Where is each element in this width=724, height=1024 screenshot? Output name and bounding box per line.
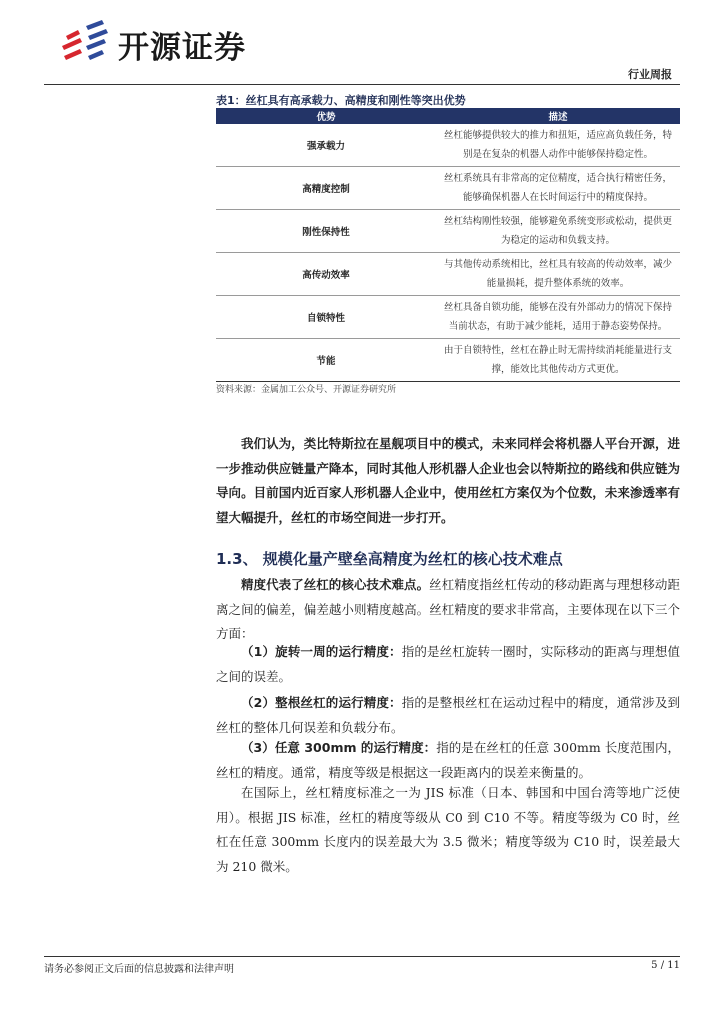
advantage-cell: 自锁特性 xyxy=(216,296,436,339)
column-header-description: 描述 xyxy=(548,112,568,123)
intro-lead: 精度代表了丝杠的核心技术难点。 xyxy=(241,577,430,592)
table-row xyxy=(216,210,680,253)
page-number: 5 / 11 xyxy=(651,960,680,971)
description-cell: 丝杠具备自锁功能，能够在没有外部动力的情况下保持当前状态，有助于减少能耗，适用于静态姿势保持。 xyxy=(436,296,680,339)
brand-logo-icon xyxy=(58,18,112,66)
conclusion-paragraph: 我们认为，类比特斯拉在星舰项目中的模式，未来同样会将机器人平台开源，进一步推动供应链量产降本，同时其他人形机器人企业也会以特斯拉的路线和供应链为导向。目前国内近百家人形机器人企业中，使用丝杠方案仅为个位数，未来渗透率有望大幅提升，丝杠的市场空间进一步打开。 xyxy=(216,436,680,525)
item-2-text: 指的是整根丝杠在运动过程中的精度，通常涉及到丝杠的整体几何误差和负载分布。 xyxy=(216,695,680,735)
advantage-cell: 强承载力 xyxy=(216,124,436,167)
jis-standard-paragraph: 在国际上，丝杠精度标准之一为 JIS 标准（日本、韩国和中国台湾等地广泛使用）。根据 JIS 标准，丝杠的精度等级从 C0 到 C10 不等。精度等级为 C0 时，丝杠在任意 300mm 长度内的误差最大为 3.5 微米；精度等级为 C10 时，误差最大为 210 微米。 xyxy=(216,785,680,874)
column-header-advantage: 优势 xyxy=(316,112,336,123)
table-row xyxy=(216,167,680,210)
advantage-cell: 高精度控制 xyxy=(216,167,436,210)
precision-item-2 xyxy=(216,691,680,740)
item-2-lead: （2）整根丝杠的运行精度： xyxy=(241,695,402,710)
table-row xyxy=(216,339,680,382)
table-caption: 表1：丝杠具有高承载力、高精度和刚性等突出优势 xyxy=(216,94,466,107)
header-divider xyxy=(44,84,680,85)
item-3-lead: （3）任意 300mm 的运行精度： xyxy=(241,740,437,755)
section-heading: 1.3、 规模化量产壁垒高精度为丝杠的核心技术难点 xyxy=(216,550,563,568)
table-row xyxy=(216,296,680,339)
description-cell: 丝杠能够提供较大的推力和扭矩，适应高负载任务，特别是在复杂的机器人动作中能够保持稳定性。 xyxy=(436,124,680,167)
description-cell: 由于自锁特性，丝杠在静止时无需持续消耗能量进行支撑，能效比其他传动方式更优。 xyxy=(436,339,680,382)
advantage-cell: 刚性保持性 xyxy=(216,210,436,253)
description-cell: 丝杠结构刚性较强，能够避免系统变形或松动，提供更为稳定的运动和负载支持。 xyxy=(436,210,680,253)
table-row xyxy=(216,253,680,296)
table-source-note: 资料来源：金属加工公众号、开源证券研究所 xyxy=(216,385,397,395)
intro-text: 丝杠精度指丝杠传动的移动距离与理想移动距离之间的偏差，偏差越小则精度越高。丝杠精度的要求非常高，主要体现在以下三个方面： xyxy=(216,577,680,641)
advantage-cell: 节能 xyxy=(216,339,436,382)
brand-name: 开源证券 xyxy=(118,30,246,66)
precision-item-1 xyxy=(216,640,680,689)
description-cell: 丝杠系统具有非常高的定位精度，适合执行精密任务，能够确保机器人在长时间运行中的精度保持。 xyxy=(436,167,680,210)
table-row xyxy=(216,124,680,167)
table-header-row xyxy=(216,108,680,124)
footer-disclaimer: 请务必参阅正文后面的信息披露和法律声明 xyxy=(44,964,234,975)
footer-divider xyxy=(44,956,680,957)
item-1-lead: （1）旋转一周的运行精度： xyxy=(241,644,402,659)
precision-item-3 xyxy=(216,736,680,785)
description-cell: 与其他传动系统相比，丝杠具有较高的传动效率，减少能量损耗，提升整体系统的效率。 xyxy=(436,253,680,296)
advantage-cell: 高传动效率 xyxy=(216,253,436,296)
item-1-text: 指的是丝杠旋转一圈时，实际移动的距离与理想值之间的误差。 xyxy=(216,644,680,684)
report-type-label: 行业周报 xyxy=(628,68,672,81)
item-3-text: 指的是在丝杠的任意 300mm 长度范围内，丝杠的精度。通常，精度等级是根据这一段距离内的误差来衡量的。 xyxy=(216,740,681,780)
intro-paragraph xyxy=(216,573,680,647)
advantage-table xyxy=(216,108,680,382)
